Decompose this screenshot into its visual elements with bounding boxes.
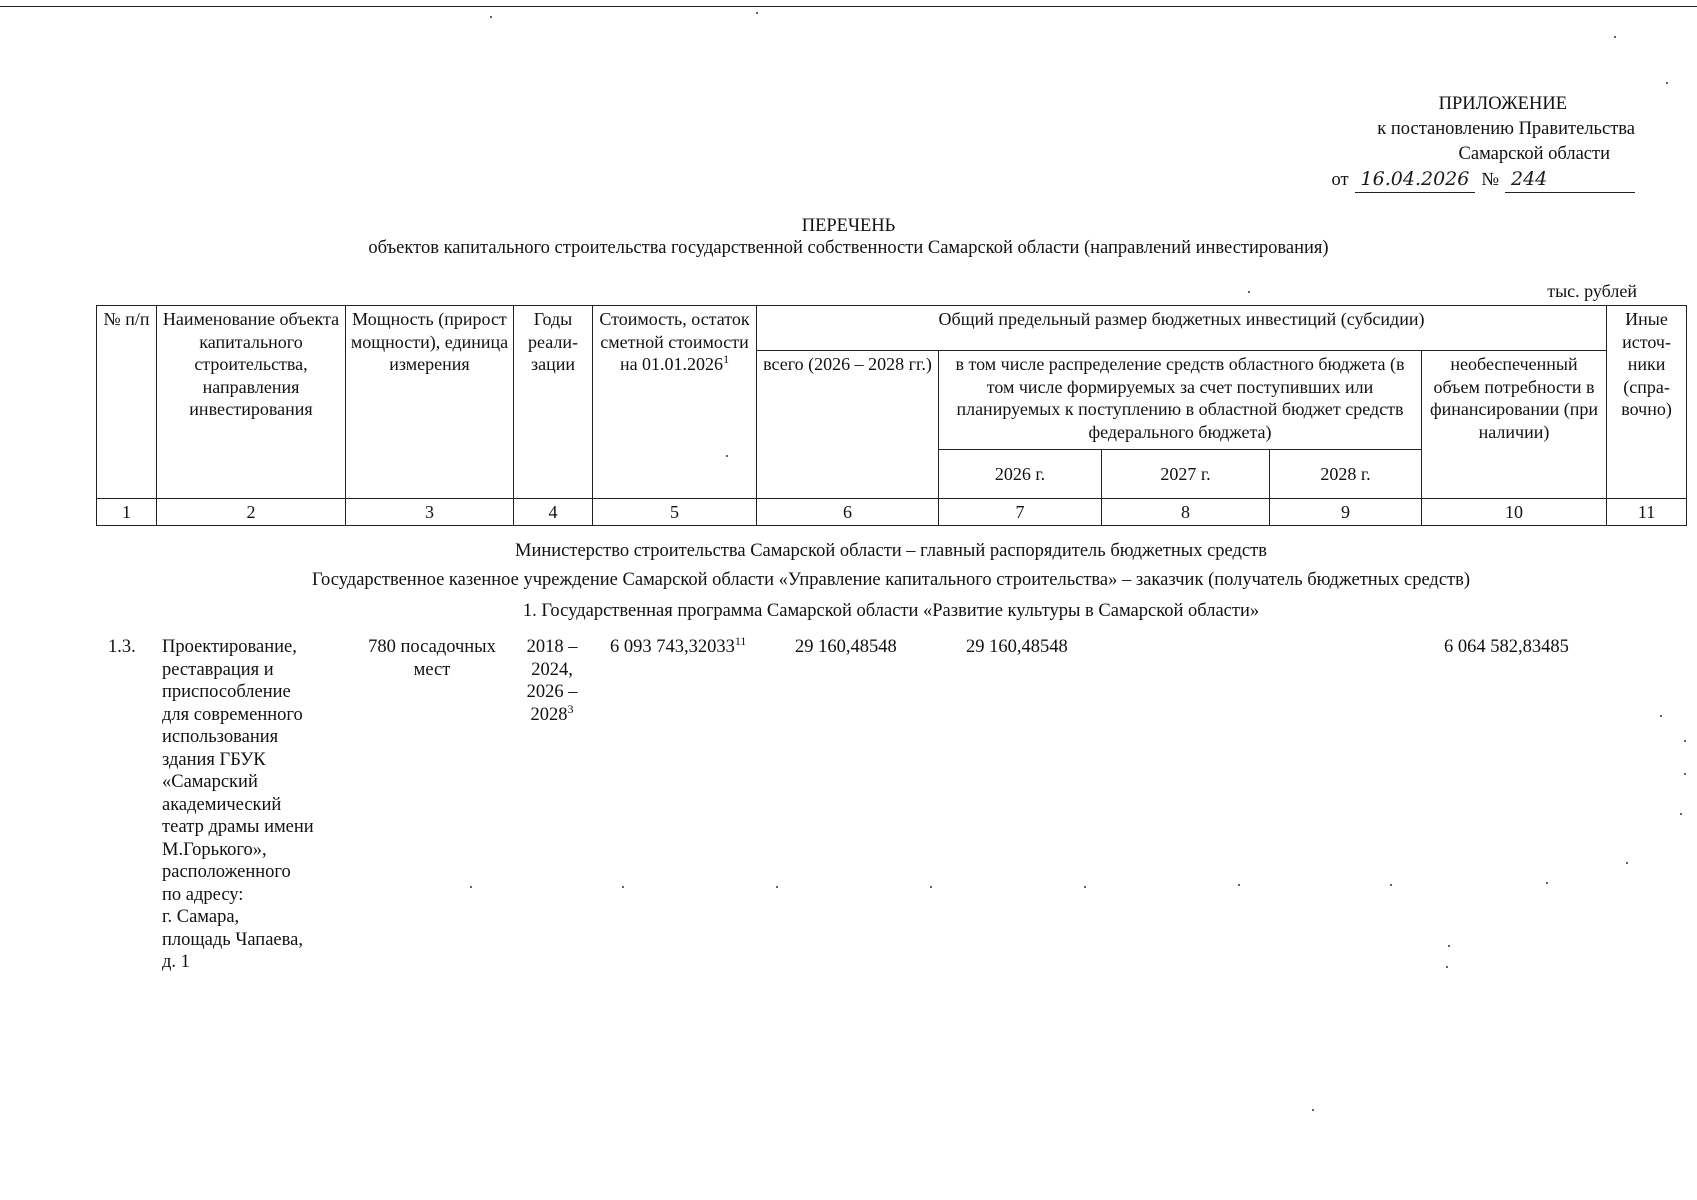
handwritten-date: 16.04.2026	[1355, 167, 1476, 193]
column-number: 9	[1270, 499, 1422, 526]
appendix-line-2: к постановлению Правительства	[1377, 119, 1635, 139]
column-number: 6	[757, 499, 939, 526]
column-number: 1	[97, 499, 157, 526]
section-customer: Государственное казенное учреждение Самарской области «Управление капитального строительства» – заказчик (получатель бюджетных средств)	[311, 570, 1471, 590]
section-program: 1. Государственная программа Самарской области «Развитие культуры в Самарской области»	[522, 601, 1260, 621]
row-years-line: 2026 –	[526, 682, 578, 702]
row-name-line: площадь Чапаева,	[162, 929, 303, 950]
scan-speck	[1666, 82, 1668, 84]
header-total: всего (2026 – 2028 гг.)	[757, 351, 939, 499]
scan-speck	[1680, 813, 1682, 815]
row-name-line: реставрация и	[162, 659, 274, 680]
header-distribution: в том числе распределение средств областного бюджета (в том числе формируемых за счет поступивших или планируемых к поступлению в областной бюджет средств федерального бюджета)	[939, 351, 1422, 450]
appendix-line-3: Самарской области	[1458, 144, 1610, 164]
row-name-line: для современного	[162, 704, 303, 725]
scan-speck	[1446, 966, 1448, 968]
column-number: 10	[1422, 499, 1607, 526]
row-years-line: 2018 –	[526, 637, 578, 657]
row-years-line: 2024,	[531, 659, 573, 680]
header-cost	[593, 306, 757, 499]
header-year-2027: 2027 г.	[1102, 450, 1270, 499]
column-number: 3	[346, 499, 514, 526]
header-power: Мощность (прирост мощности), единица измерения	[346, 306, 514, 499]
row-name-line: д. 1	[162, 952, 190, 972]
row-name-line: по адресу:	[162, 884, 244, 905]
row-name-line: М.Горького»,	[162, 839, 267, 860]
header-object-name: Наименование объекта капитального строительства, направления инвестирования	[157, 306, 346, 499]
document-subtitle: объектов капитального строительства государственной собственности Самарской области (направлений инвестирования)	[368, 238, 1329, 258]
investment-table	[96, 305, 1687, 526]
row-name-line: использования	[162, 727, 279, 747]
row-cost	[610, 633, 747, 659]
scan-speck	[1248, 291, 1250, 293]
scan-speck	[1390, 884, 1392, 886]
row-name-line: Проектирование,	[162, 637, 297, 657]
scan-speck	[776, 886, 778, 888]
column-number: 2	[157, 499, 346, 526]
scan-speck	[1312, 1109, 1314, 1111]
row-cost-value: 6 093 743,32033	[610, 637, 735, 657]
scan-speck	[1626, 862, 1628, 864]
row-name-line: г. Самара,	[162, 907, 240, 927]
row-year-2026: 29 160,48548	[966, 637, 1068, 657]
scan-speck	[622, 886, 624, 888]
row-number: 1.3.	[108, 637, 136, 657]
header-other-sources: Иные источ-ники (спра-вочно)	[1607, 306, 1687, 499]
top-border-line	[0, 6, 1697, 7]
header-cost-footnote: 1	[723, 352, 730, 366]
header-num: № п/п	[97, 306, 157, 499]
scan-speck	[930, 886, 932, 888]
scan-speck	[1448, 945, 1450, 947]
date-prefix: от	[1331, 170, 1349, 190]
row-object-name	[162, 636, 340, 974]
scan-speck	[756, 12, 758, 14]
column-number: 7	[939, 499, 1102, 526]
appendix-title: ПРИЛОЖЕНИЕ	[1438, 94, 1567, 114]
row-name-line: «Самарский	[162, 772, 258, 792]
row-power-line: 780 посадочных	[368, 637, 496, 657]
scan-speck	[490, 16, 492, 18]
scan-speck	[1684, 740, 1686, 742]
header-unsecured: необеспеченный объем потребности в финансировании (при наличии)	[1422, 351, 1607, 499]
column-number: 4	[514, 499, 593, 526]
header-year-2026: 2026 г.	[939, 450, 1102, 499]
units-label: тыс. рублей	[1547, 281, 1637, 301]
row-years	[518, 636, 586, 726]
row-power-line: мест	[413, 659, 451, 680]
appendix-header	[1331, 92, 1635, 193]
row-name-line: театр драмы имени	[162, 817, 314, 837]
scan-speck	[470, 886, 472, 888]
scan-speck	[1614, 36, 1616, 38]
row-unsecured: 6 064 582,83485	[1444, 637, 1569, 657]
header-investment: Общий предельный размер бюджетных инвестиций (субсидии)	[757, 306, 1607, 351]
column-number: 11	[1607, 499, 1687, 526]
row-cost-footnote: 11	[734, 633, 747, 648]
header-years: Годы реали-зации	[514, 306, 593, 499]
row-power	[357, 636, 507, 681]
row-name-line: здания ГБУК	[162, 749, 266, 770]
scan-speck	[1546, 882, 1548, 884]
row-years-footnote: 3	[567, 701, 574, 716]
handwritten-number: 244	[1505, 167, 1635, 193]
scan-speck	[1684, 773, 1686, 775]
scan-speck	[1660, 715, 1662, 717]
row-years-line: 2028	[530, 704, 568, 725]
document-title: ПЕРЕЧЕНЬ	[801, 216, 896, 236]
row-total: 29 160,48548	[795, 637, 897, 657]
scan-speck	[1238, 884, 1240, 886]
row-name-line: приспособление	[162, 682, 291, 702]
column-number: 5	[593, 499, 757, 526]
column-number: 8	[1102, 499, 1270, 526]
header-cost-text: Стоимость, остаток сметной стоимости на 01.01.2026	[599, 309, 750, 374]
row-name-line: расположенного	[162, 862, 291, 882]
row-name-line: академический	[162, 794, 282, 815]
header-year-2028: 2028 г.	[1270, 450, 1422, 499]
section-ministry: Министерство строительства Самарской области – главный распорядитель бюджетных средств	[515, 541, 1267, 561]
appendix-date-line	[1331, 167, 1635, 193]
scan-speck	[1084, 886, 1086, 888]
number-prefix: №	[1481, 170, 1499, 190]
